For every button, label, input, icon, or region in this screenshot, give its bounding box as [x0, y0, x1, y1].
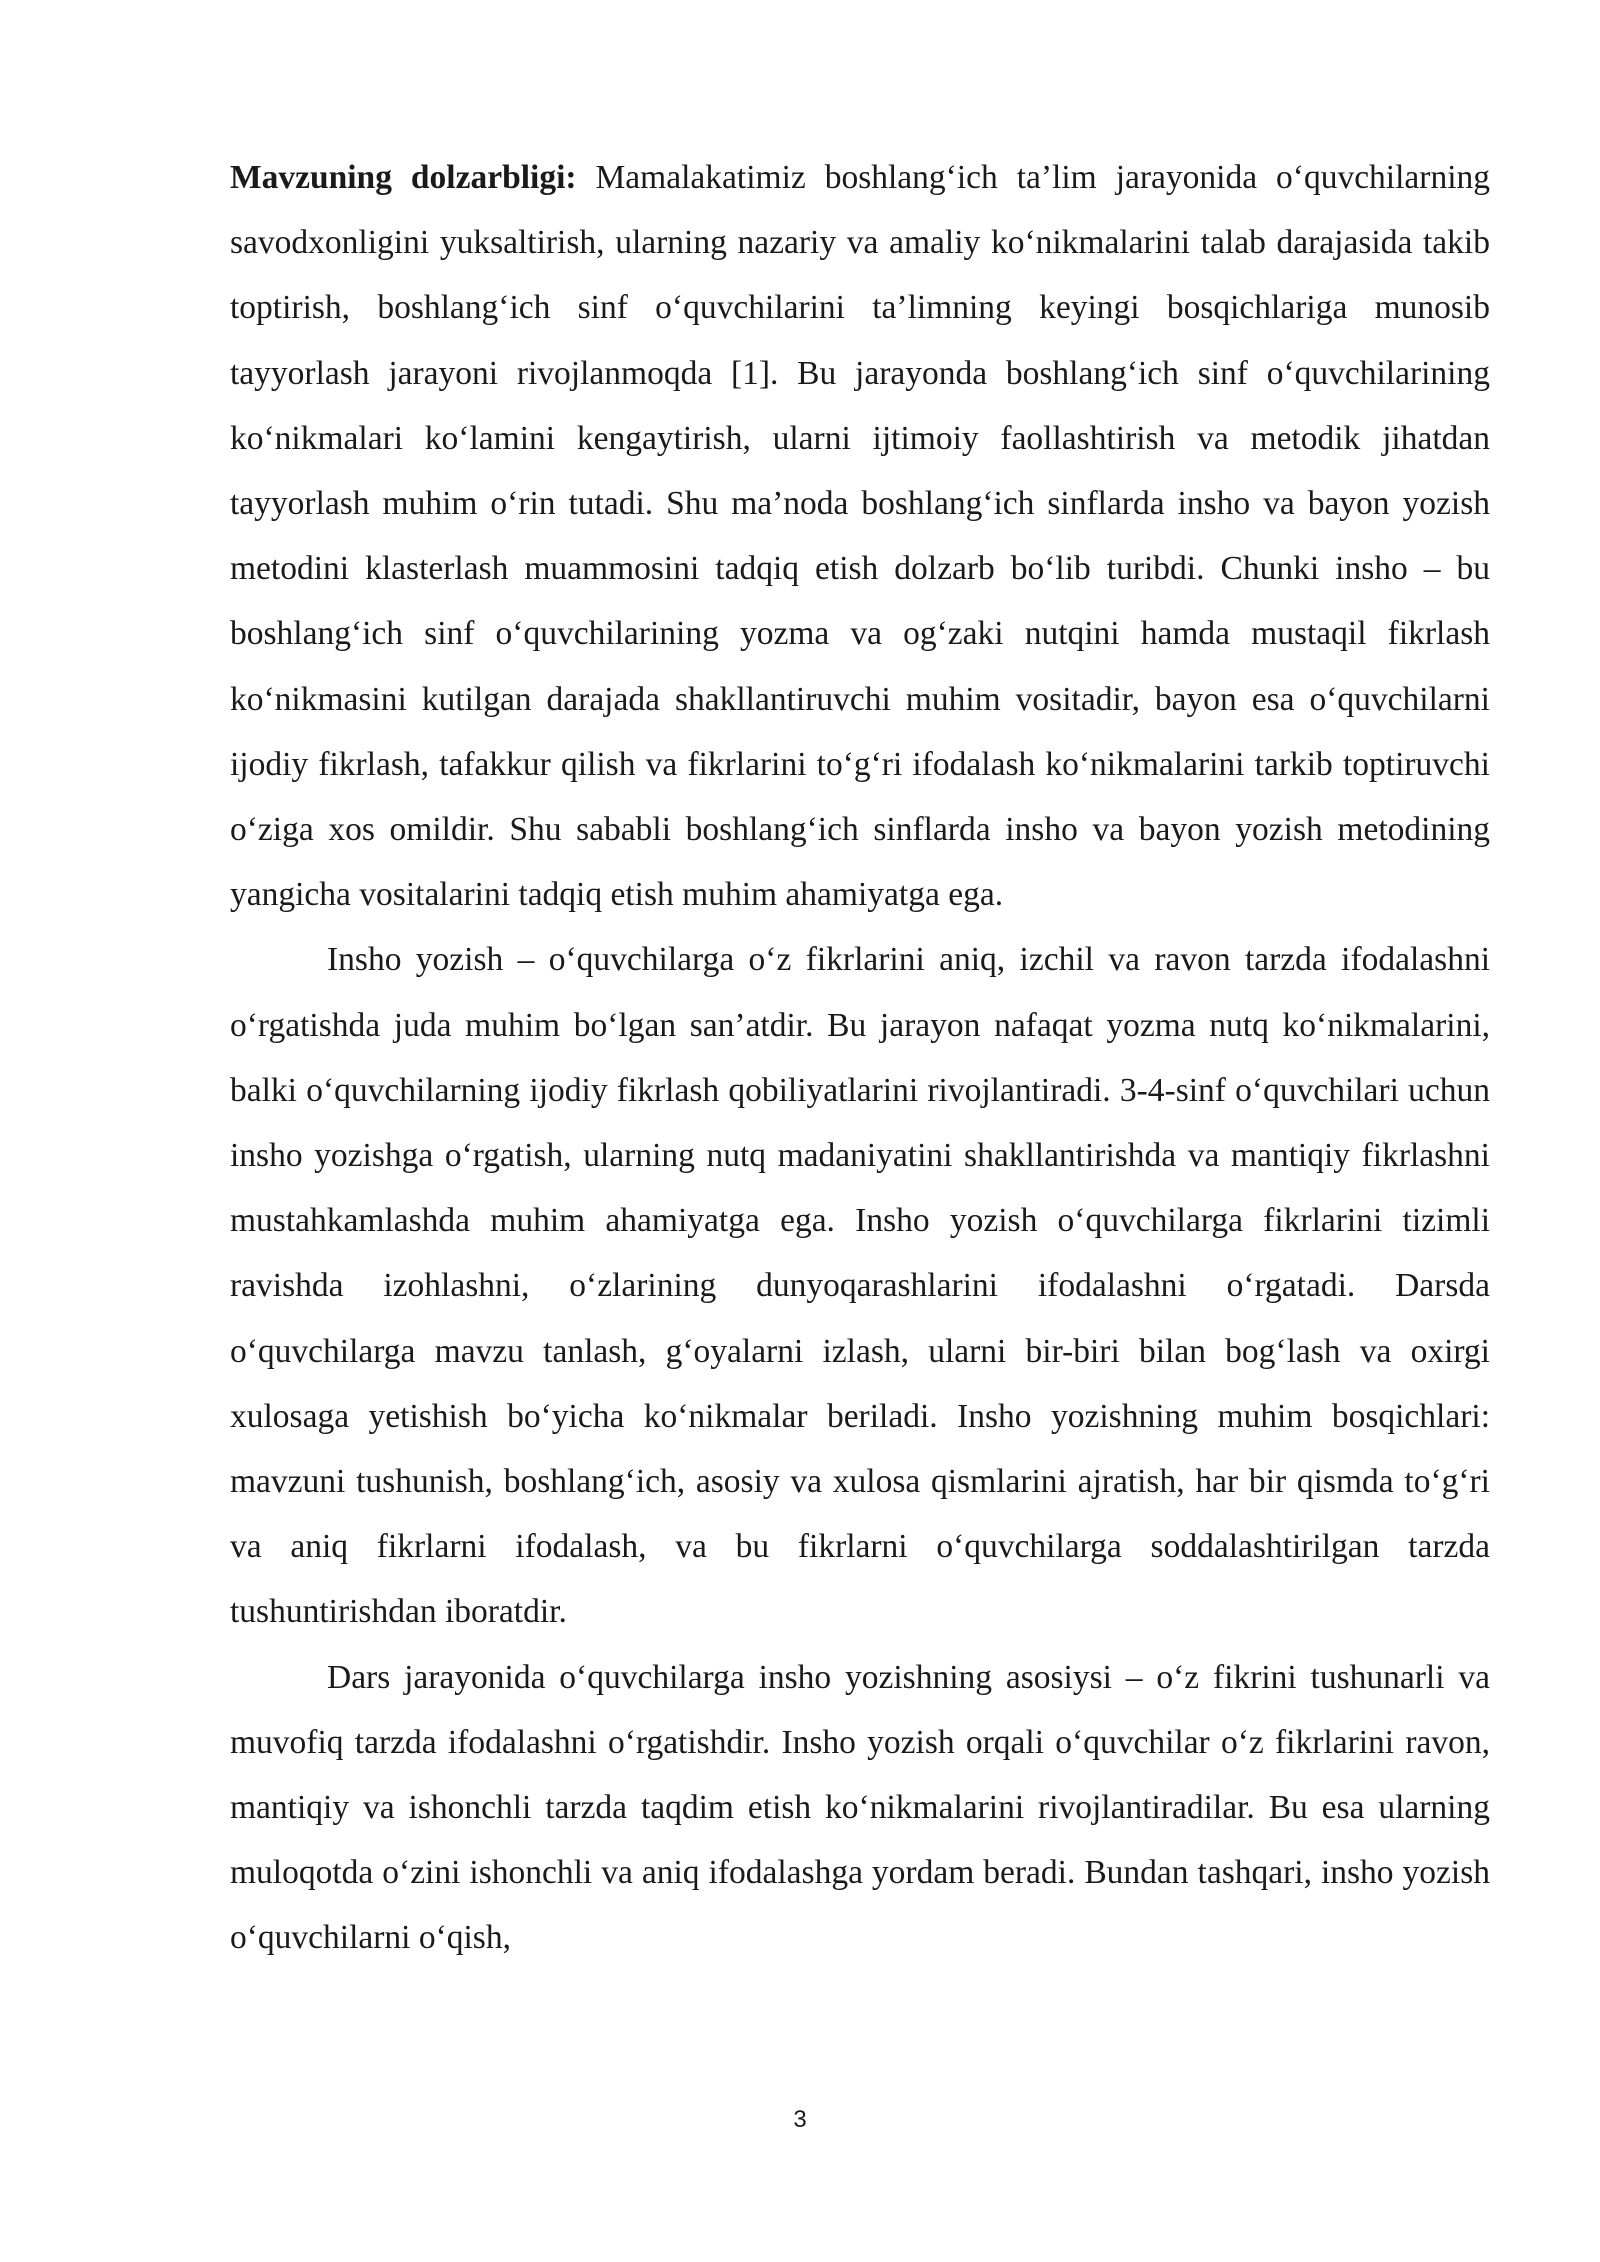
paragraph-text: Dars jarayonida o‘quvchilarga insho yozishning asosiysi – o‘z fikrini tushunarli va muvofiq tarzda ifodalashni o‘rgatishdir. Insho yozish orqali o‘quvchilar o‘z fikrlarini ravon, mantiqiy va ishonchli tarzda taqdim etish ko‘nikmalarini rivojlantiradilar. Bu esa ularning muloqotda o‘zini ishonchli va aniq ifodalashga yordam beradi. Bundan tashqari, insho yozish o‘quvchilarni o‘qish, — [230, 1658, 1490, 1957]
paragraph-lesson-process — [230, 1645, 1490, 1971]
paragraph-lead-heading: Mavzuning dolzarbligi: — [230, 159, 577, 196]
page-number: 3 — [793, 2106, 807, 2133]
paragraph-text: Mamalakatimiz boshlang‘ich ta’lim jarayonida o‘quvchilarning savodxonligini yuksaltirish, ularning nazariy va amaliy ko‘nikmalarini talab darajasida takib toptirish, boshlang‘ich sinf o‘quvchilarini ta’limning keyingi bosqichlariga munosib tayyorlash jarayoni rivojlanmoqda [1]. Bu jarayonda boshlang‘ich sinf o‘quvchilarining ko‘nikmalari ko‘lamini kengaytirish, ularni ijtimoiy faollashtirish va metodik jihatdan tayyorlash muhim o‘rin tutadi. Shu ma’noda boshlang‘ich sinflarda insho va bayon yozish metodini klasterlash muammosini tadqiq etish dolzarb bo‘lib turibdi. Chunki insho – bu boshlang‘ich sinf o‘quvchilarining yozma va og‘zaki nutqini hamda mustaqil fikrlash ko‘nikmasini kutilgan darajada shakllantiruvchi muhim vositadir, bayon esa o‘quvchilarni ijodiy fikrlash, tafakkur qilish va fikrlarini to‘g‘ri ifodalash ko‘nikmalarini tarkib toptiruvchi o‘ziga xos omildir. Shu sababli boshlang‘ich sinflarda insho va bayon yozish metodining yangicha vositalarini tadqiq etish muhim ahamiyatga ega. — [230, 159, 1491, 914]
paragraph-text: Insho yozish – o‘quvchilarga o‘z fikrlarini aniq, izchil va ravon tarzda ifodalashni o‘rgatishda juda muhim bo‘lgan san’atdir. Bu jarayon nafaqat yozma nutq ko‘nikmalarini, balki o‘quvchilarning ijodiy fikrlash qobiliyatlarini rivojlantiradi. 3-4-sinf o‘quvchilari uchun insho yozishga o‘rgatish, ularning nutq madaniyatini shakllantirishda va mantiqiy fikrlashni mustahkamlashda muhim ahamiyatga ega. Insho yozish o‘quvchilarga fikrlarini tizimli ravishda izohlashni, o‘zlarining dunyoqarashlarini ifodalashni o‘rgatadi. Darsda o‘quvchilarga mavzu tanlash, g‘oyalarni izlash, ularni bir-biri bilan bog‘lash va oxirgi xulosaga yetishish bo‘yicha ko‘nikmalar beriladi. Insho yozishning muhim bosqichlari: mavzuni tushunish, boshlang‘ich, asosiy va xulosa qismlarini ajratish, har bir qismda to‘g‘ri va aniq fikrlarni ifodalash, va bu fikrlarni o‘quvchilarga soddalashtirilgan tarzda tushuntirishdan iboratdir. — [230, 941, 1490, 1631]
document-body — [230, 145, 1490, 1971]
paragraph-relevance — [230, 145, 1490, 927]
paragraph-essay-writing — [230, 927, 1490, 1644]
